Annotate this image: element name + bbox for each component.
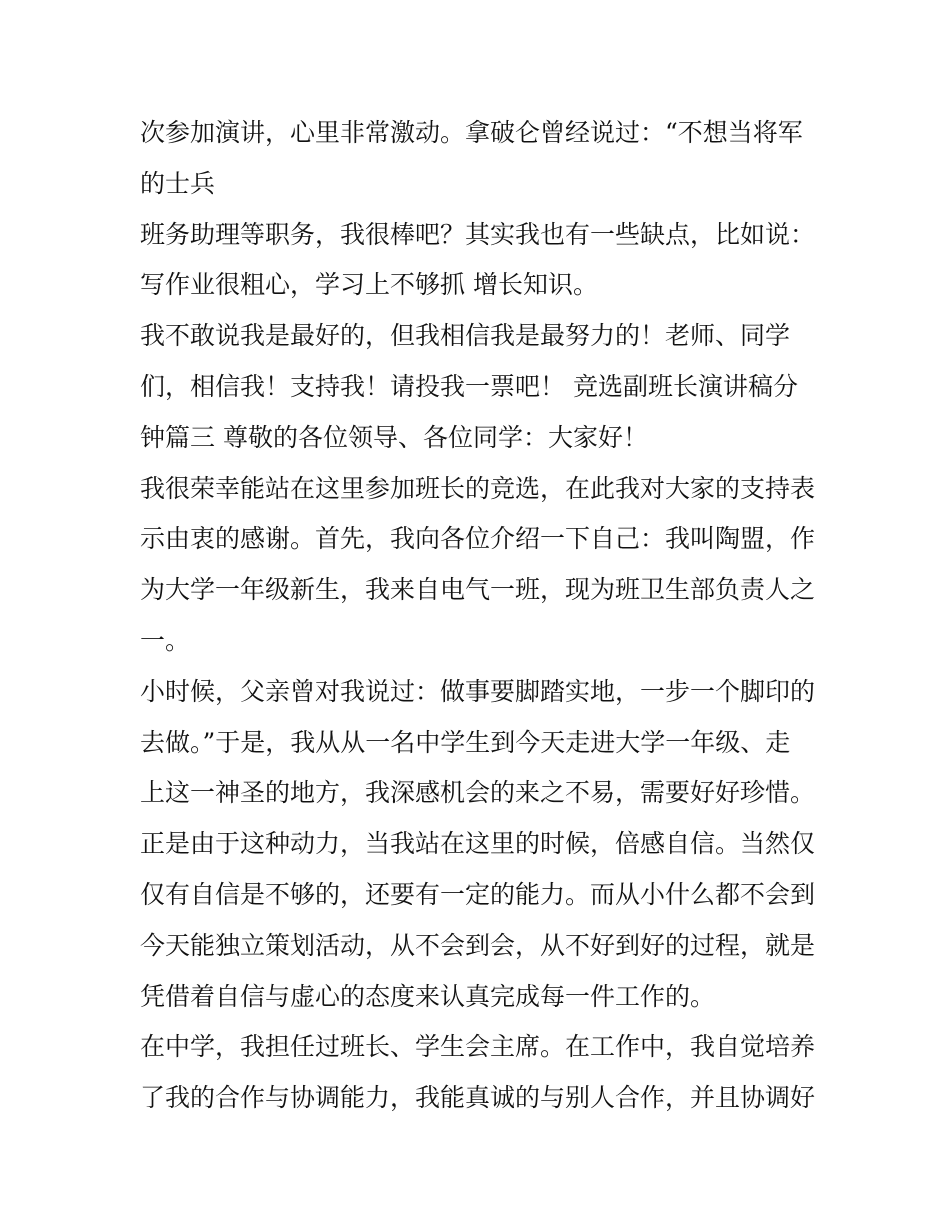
text-line: 小时候，父亲曾对我说过：做事要脚踏实地，一步一个脚印的: [140, 676, 816, 706]
text-line: 一。: [140, 625, 191, 655]
text-line: 上这一神圣的地方，我深感机会的来之不易，需要好好珍惜。: [140, 778, 816, 808]
text-line: 凭借着自信与虚心的态度来认真完成每一件工作的。: [140, 981, 716, 1011]
text-line: 我不敢说我是最好的，但我相信我是最努力的！老师、同学: [140, 321, 791, 351]
text-line: 为大学一年级新生，我来自电气一班，现为班卫生部负责人之: [140, 575, 816, 605]
document-body: [140, 108, 820, 1124]
text-line: 次参加演讲，心里非常激动。拿破仑曾经说过：“不想当将军: [140, 118, 803, 147]
text-line: 的士兵: [140, 168, 216, 198]
text-line: 正是由于这种动力，当我站在这里的时候，倍感自信。当然仅: [140, 829, 816, 859]
text-line: 了我的合作与协调能力，我能真诚的与别人合作，并且协调好: [140, 1083, 816, 1113]
text-line: 今天能独立策划活动，从不会到会，从不好到好的过程，就是: [140, 930, 816, 960]
text-line: 写作业很粗心，学习上不够抓 增长知识。: [140, 270, 598, 300]
text-line: 班务助理等职务，我很棒吧？其实我也有一些缺点，比如说：: [140, 219, 816, 249]
text-line: 去做。”于是，我从从一名中学生到今天走进大学一年级、走: [140, 727, 791, 757]
text-line: 在中学，我担任过班长、学生会主席。在工作中，我自觉培养: [140, 1032, 816, 1062]
text-line: 仅有自信是不够的，还要有一定的能力。而从小什么都不会到: [140, 879, 816, 909]
text-line: 钟篇三 尊敬的各位领导、各位同学：大家好！: [140, 422, 648, 452]
text-line: 示由衷的感谢。首先，我向各位介绍一下自己：我叫陶盟，作: [140, 524, 816, 554]
text-line: 我很荣幸能站在这里参加班长的竞选，在此我对大家的支持表: [140, 473, 816, 503]
text-line: 们，相信我！支持我！请投我一票吧！ 竞选副班长演讲稿分: [140, 371, 798, 401]
